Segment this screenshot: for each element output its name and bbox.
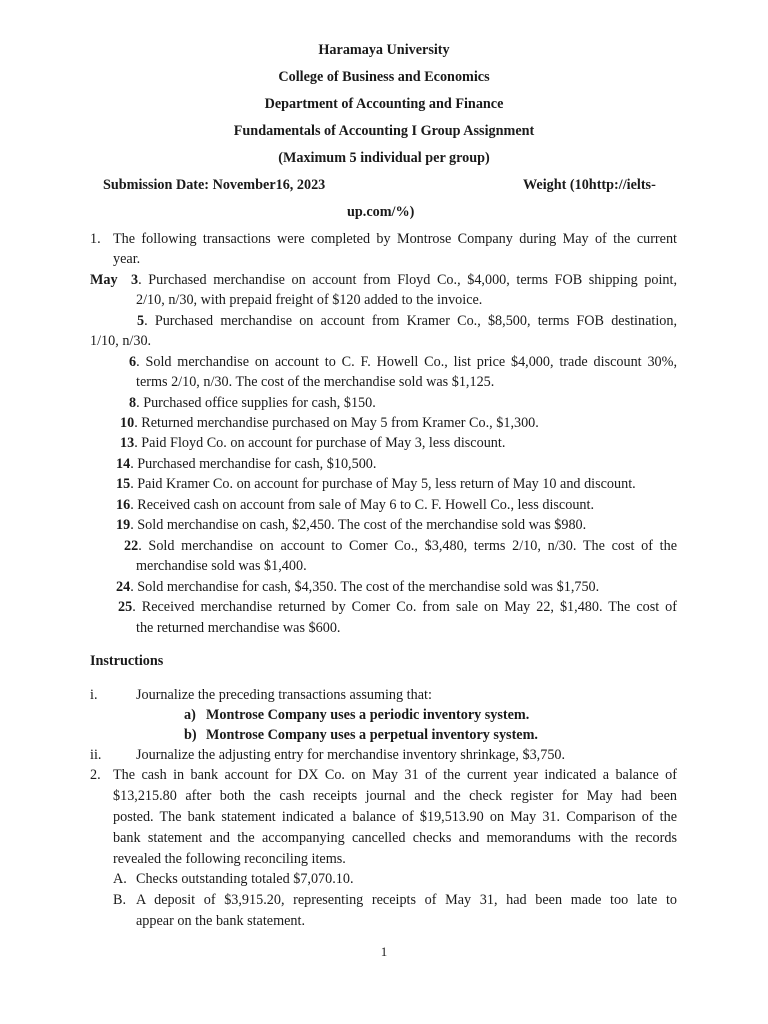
question-1-intro-continued: year. [113,251,141,267]
transaction-may-3 [131,271,677,289]
transaction-may-6 [129,353,677,371]
question-1-intro: The following transactions were completed by Montrose Company during May of the current [113,231,677,247]
transaction-day: 24 [116,579,131,595]
question-2-line: $13,215.80 after both the cash receipts journal and the check register for May had been [113,788,677,804]
transaction-text: . Sold merchandise on account to Comer Co., $3,480, terms 2/10, n/30. The cost of the [138,538,677,554]
question-2-line: bank statement and the accompanying cancelled checks and memorandums with the records [113,830,677,846]
question-2-line: revealed the following reconciling items. [113,851,346,867]
item-b-label: B. [113,892,127,908]
transaction-may-22-continued: merchandise sold was $1,400. [136,558,307,574]
instruction-i-text: Journalize the preceding transactions assuming that: [136,687,432,703]
transaction-day: 14 [116,456,131,472]
question-2-line: posted. The bank statement indicated a balance of $19,513.90 on May 31. Comparison of the [113,809,677,825]
department-title: Department of Accounting and Finance [264,96,504,112]
transaction-text: . Paid Kramer Co. on account for purchase of May 5, less return of May 10 and discount. [130,476,636,492]
item-b-text-continued: appear on the bank statement. [136,913,306,929]
instructions-heading: Instructions [90,653,164,669]
instruction-b-text: Montrose Company uses a perpetual inventory system. [206,727,538,743]
group-note: (Maximum 5 individual per group) [278,150,490,166]
assignment-title: Fundamentals of Accounting I Group Assignment [233,123,535,139]
transaction-may-22 [124,537,677,555]
transaction-may-8 [129,394,376,412]
transaction-text: . Sold merchandise on cash, $2,450. The cost of the merchandise sold was $980. [130,517,587,533]
transaction-may-25 [118,598,677,616]
item-b-text: A deposit of $3,915.20, representing receipts of May 31, had been made too late to [136,892,677,908]
transaction-text: . Returned merchandise purchased on May 5 from Kramer Co., $1,300. [134,415,539,431]
instruction-i-number: i. [90,687,98,703]
weight-label: Weight (10http://ielts- [523,177,656,193]
transaction-text: . Received merchandise returned by Comer Co. from sale on May 22, $1,480. The cost of [132,599,677,615]
university-title: Haramaya University [318,42,450,58]
transaction-may-6-continued: terms 2/10, n/30. The cost of the merchandise sold was $1,125. [136,374,495,390]
transaction-text: . Sold merchandise for cash, $4,350. The cost of the merchandise sold was $1,750. [130,579,600,595]
page-number: 1 [380,944,388,959]
transaction-may-5 [137,312,677,330]
transaction-may-16 [116,496,594,514]
instruction-a-text: Montrose Company uses a periodic inventory system. [206,707,530,723]
instruction-ii-text: Journalize the adjusting entry for merchandise inventory shrinkage, $3,750. [136,747,566,763]
transaction-may-3-continued: 2/10, n/30, with prepaid freight of $120 added to the invoice. [136,292,483,308]
transaction-may-15 [116,475,636,493]
question-2-number: 2. [90,767,101,783]
transaction-day: 8 [129,395,137,411]
item-a-label: A. [113,871,127,887]
transaction-day: 10 [120,415,135,431]
transaction-text: . Purchased merchandise on account from Kramer Co., $8,500, terms FOB destination, [144,313,677,329]
instruction-b-label: b) [184,727,197,743]
transaction-day: 5 [137,313,145,329]
instruction-ii-number: ii. [90,747,102,763]
question-1-number: 1. [90,231,101,247]
weight-label-continued: up.com/%) [347,204,415,220]
transaction-may-13 [120,434,505,452]
transaction-text: . Paid Floyd Co. on account for purchase of May 3, less discount. [134,435,506,451]
transaction-day: 16 [116,497,131,513]
transaction-text: . Purchased merchandise for cash, $10,500. [130,456,377,472]
transaction-day: 6 [129,354,137,370]
transaction-text: . Purchased office supplies for cash, $150. [136,395,376,411]
question-2-line: The cash in bank account for DX Co. on May 31 of the current year indicated a balance of [113,767,677,783]
transaction-day: 3 [131,272,139,288]
transaction-day: 15 [116,476,131,492]
transaction-may-25-continued: the returned merchandise was $600. [136,620,341,636]
transaction-may-24 [116,578,599,596]
instruction-a-label: a) [184,707,196,723]
submission-date: Submission Date: November16, 2023 [103,177,326,193]
transaction-may-19 [116,516,586,534]
item-a-text: Checks outstanding totaled $7,070.10. [136,871,354,887]
transaction-text: . Sold merchandise on account to C. F. Howell Co., list price $4,000, trade discount 30%, [136,354,677,370]
transaction-text: . Received cash on account from sale of May 6 to C. F. Howell Co., less discount. [130,497,594,513]
transaction-may-10 [120,414,539,432]
college-title: College of Business and Economics [278,69,490,85]
transaction-day: 22 [124,538,139,554]
transaction-text: . Purchased merchandise on account from Floyd Co., $4,000, terms FOB shipping point, [138,272,677,288]
month-label: May [90,272,118,288]
transaction-day: 25 [118,599,133,615]
transaction-day: 19 [116,517,131,533]
transaction-may-14 [116,455,376,473]
transaction-may-5-continued: 1/10, n/30. [90,333,152,349]
transaction-day: 13 [120,435,135,451]
